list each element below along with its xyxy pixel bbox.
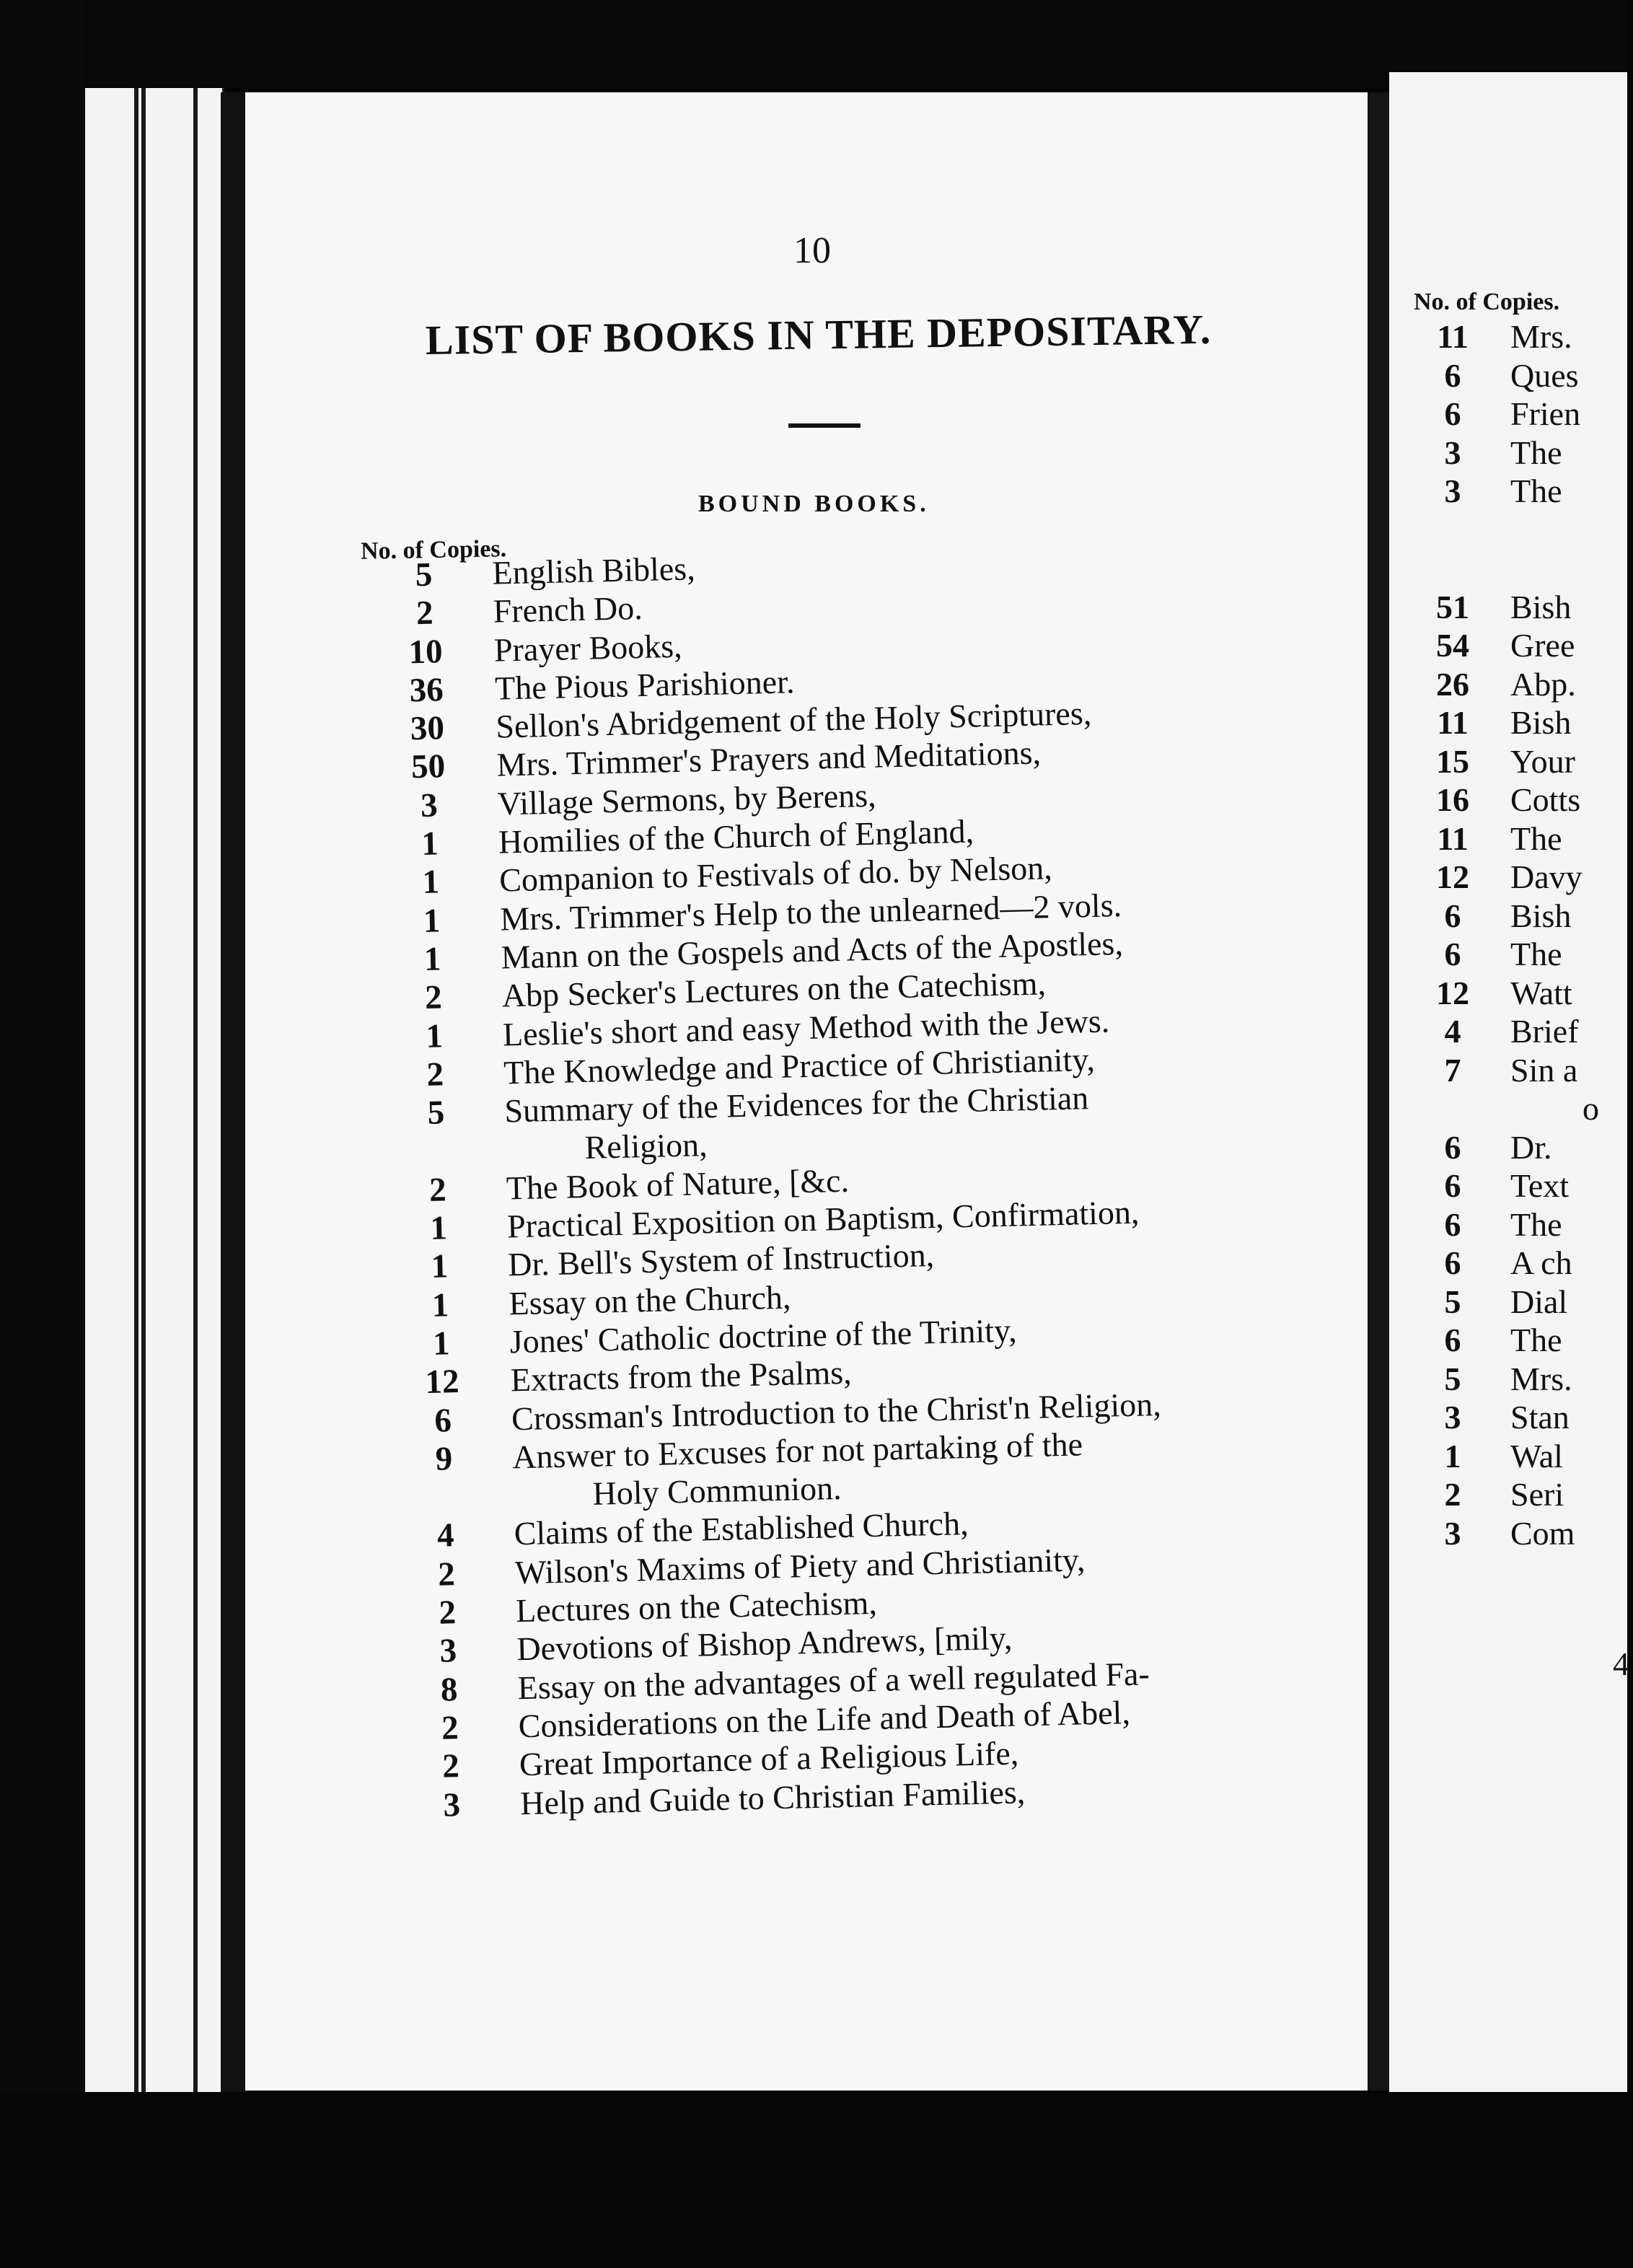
copies-count: 11 <box>1437 704 1469 741</box>
copies-count: 7 <box>1444 1051 1461 1089</box>
right-list-item <box>1395 665 1633 704</box>
book-title-fragment: Frien <box>1510 395 1581 432</box>
copies-count: 1 <box>429 1209 448 1247</box>
copies-count: 2 <box>441 1747 460 1785</box>
section-heading: BOUND BOOKS. <box>698 491 930 517</box>
book-title-fragment: The <box>1510 819 1562 857</box>
book-title-fragment: A ch <box>1510 1244 1572 1281</box>
right-list-item <box>1395 317 1633 356</box>
copies-count: 2 <box>415 594 434 633</box>
book-title: Essay on the Church, <box>508 1278 791 1322</box>
book-list <box>355 534 1394 1825</box>
book-title-fragment: Dial <box>1510 1283 1568 1320</box>
book-title: Sellon's Abridgement of the Holy Scriptures, <box>495 695 1092 745</box>
copies-count: 2 <box>438 1594 457 1632</box>
book-title-fragment: Watt <box>1510 974 1572 1011</box>
copies-count: 6 <box>1444 1205 1461 1243</box>
right-list-item <box>1395 1166 1633 1205</box>
book-title: Help and Guide to Christian Families, <box>519 1772 1026 1821</box>
copies-count: 12 <box>424 1363 460 1402</box>
book-title: Summary of the Evidences for the Christian <box>503 1079 1089 1130</box>
book-title: Mrs. Trimmer's Prayers and Meditations, <box>496 734 1042 784</box>
copies-count: 5 <box>427 1094 445 1133</box>
right-list-item <box>1395 974 1633 1013</box>
book-title-fragment: Ques <box>1510 356 1579 394</box>
right-list-item <box>1395 935 1633 974</box>
copies-count: 3 <box>1444 1399 1461 1436</box>
right-list-item <box>1395 434 1633 472</box>
book-title-fragment: Brief <box>1510 1013 1579 1050</box>
book-title: English Bibles, <box>491 550 696 592</box>
book-title: Extracts from the Psalms, <box>510 1353 853 1399</box>
copies-column-label: No. of Copies. <box>360 535 507 565</box>
right-copies-column-label: No. of Copies. <box>1414 289 1560 315</box>
copies-count: 8 <box>440 1670 458 1709</box>
copies-count: 11 <box>1437 819 1469 857</box>
book-title-fragment: Davy <box>1510 858 1583 895</box>
copies-count: 6 <box>1444 356 1461 394</box>
right-list-item <box>1395 1398 1633 1437</box>
book-title: Crossman's Introduction to the Christ'n Religion, <box>511 1385 1162 1437</box>
book-title-fragment: The <box>1510 472 1562 509</box>
right-list-item <box>1395 1437 1633 1476</box>
book-title: The Pious Parishioner. <box>494 663 795 707</box>
book-title: The Book of Nature, [&c. <box>506 1161 850 1207</box>
book-title: French Do. <box>493 589 643 630</box>
copies-count: 6 <box>1444 395 1461 432</box>
copies-count: 2 <box>1444 1476 1461 1513</box>
book-title: Practical Exposition on Baptism, Confirmation, <box>506 1193 1140 1245</box>
book-title: Homilies of the Church of England, <box>498 812 974 861</box>
copies-count: 5 <box>1444 1283 1461 1320</box>
copies-count: 12 <box>1436 858 1469 895</box>
book-title: Religion, <box>584 1126 708 1166</box>
copies-count: 3 <box>442 1785 461 1824</box>
copies-count: 1 <box>1444 1437 1461 1474</box>
book-title-fragment: Com <box>1510 1514 1575 1552</box>
copies-count: 6 <box>1444 936 1461 972</box>
book-title-fragment: Seri <box>1510 1476 1564 1513</box>
book-title-fragment: Bish <box>1510 588 1572 625</box>
book-title: Holy Communion. <box>591 1469 842 1512</box>
book-title: Wilson's Maxims of Piety and Christianity, <box>514 1541 1086 1591</box>
copies-count: 3 <box>439 1632 457 1671</box>
page-title: LIST OF BOOKS IN THE DEPOSITARY. <box>425 305 1212 364</box>
copies-count: 50 <box>410 747 446 786</box>
right-list-item <box>1395 472 1633 511</box>
right-list-item <box>1395 897 1633 936</box>
copies-count: 1 <box>425 1016 444 1055</box>
book-title-fragment: Gree <box>1510 627 1575 664</box>
book-title-fragment: Cotts <box>1510 781 1581 818</box>
copies-count: 4 <box>436 1516 455 1555</box>
right-list-item <box>1395 549 1633 588</box>
right-list-item <box>1395 588 1633 627</box>
copies-count: 6 <box>433 1401 452 1440</box>
book-title: Considerations on the Life and Death of Abel, <box>518 1693 1131 1745</box>
copies-count: 9 <box>435 1440 453 1478</box>
book-title: Claims of the Established Church, <box>514 1505 969 1552</box>
copies-count: 30 <box>410 709 445 748</box>
copies-count: 6 <box>1444 1322 1461 1358</box>
copies-count: 2 <box>426 1055 444 1094</box>
page-edge-stack <box>85 88 224 2194</box>
copies-count: 6 <box>1444 1244 1461 1281</box>
book-title-fragment: The <box>1510 434 1562 471</box>
copies-count: 3 <box>1444 434 1461 471</box>
book-title-fragment: Abp. <box>1510 665 1576 703</box>
right-list-item <box>1395 1051 1633 1090</box>
book-title: The Knowledge and Practice of Christianity, <box>503 1040 1096 1091</box>
copies-count: 1 <box>421 825 439 863</box>
copies-count: 1 <box>431 1247 449 1286</box>
right-list-item <box>1395 742 1633 781</box>
book-title: Leslie's short and easy Method with the Jews. <box>502 1002 1110 1053</box>
title-rule <box>788 423 860 428</box>
copies-count: 1 <box>423 902 441 940</box>
book-title: Dr. Bell's System of Instruction, <box>507 1236 935 1283</box>
copies-count: 6 <box>1444 897 1461 934</box>
copies-count: 15 <box>1436 742 1469 780</box>
copies-count: 6 <box>1444 1167 1461 1204</box>
book-title: Companion to Festivals of do. by Nelson, <box>498 849 1053 899</box>
right-list-item <box>1395 858 1633 897</box>
right-list-item <box>1395 1205 1633 1244</box>
book-title: Devotions of Bishop Andrews, [mily, <box>516 1619 1013 1668</box>
copies-count: 12 <box>1436 974 1469 1011</box>
scan-background-left <box>0 0 85 2268</box>
right-list-item <box>1395 781 1633 819</box>
copies-count: 1 <box>432 1324 451 1363</box>
book-title-fragment: Stan <box>1510 1399 1570 1436</box>
book-title-fragment: The <box>1510 1205 1562 1243</box>
right-list-item <box>1395 1514 1633 1553</box>
copies-count <box>1395 511 1510 550</box>
book-title-fragment: Bish <box>1510 704 1572 741</box>
book-title-fragment: The <box>1510 1322 1562 1358</box>
right-list-item <box>1395 511 1633 550</box>
book-title-fragment: The <box>1510 936 1562 972</box>
right-list-item <box>1395 1475 1633 1514</box>
right-list-item <box>1395 356 1633 395</box>
book-title: Mann on the Gospels and Acts of the Apostles, <box>501 924 1124 976</box>
right-page-trailing-mark: 4 <box>1613 1645 1629 1682</box>
scan-background-top <box>0 0 1627 87</box>
copies-count: 54 <box>1436 627 1469 664</box>
book-title-fragment: Dr. <box>1510 1128 1552 1166</box>
book-title-fragment: Text <box>1510 1167 1570 1204</box>
copies-count: 36 <box>409 671 444 710</box>
book-title: Mrs. Trimmer's Help to the unlearned—2 vols. <box>499 886 1122 938</box>
copies-count: 2 <box>441 1709 459 1747</box>
right-list-item <box>1395 1128 1633 1167</box>
copies-count: 10 <box>408 632 444 671</box>
copies-count: 1 <box>423 940 442 978</box>
copies-count: 16 <box>1436 781 1469 818</box>
book-title: Lectures on the Catechism, <box>515 1583 878 1630</box>
book-title: Great Importance of a Religious Life, <box>519 1734 1019 1783</box>
book-title: Prayer Books, <box>493 627 683 669</box>
book-title-fragment: Wal <box>1510 1437 1563 1474</box>
copies-count <box>1395 1089 1510 1128</box>
book-title-fragment: Your <box>1510 742 1575 780</box>
book-title-fragment: Mrs. <box>1510 318 1572 355</box>
book-title: Village Sermons, by Berens, <box>497 776 877 822</box>
book-title: Essay on the advantages of a well regulated Fa- <box>517 1655 1150 1706</box>
right-list-item <box>1395 1244 1633 1283</box>
page-number: 10 <box>793 230 831 271</box>
right-list-item <box>1395 1012 1633 1051</box>
right-book-list <box>1395 317 1633 1552</box>
right-list-item <box>1395 819 1633 858</box>
right-list-item <box>1395 395 1633 434</box>
copies-count: 1 <box>421 863 440 902</box>
copies-count: 26 <box>1436 665 1469 703</box>
copies-count: 2 <box>424 978 443 1017</box>
copies-count: 51 <box>1436 588 1469 625</box>
right-list-item <box>1395 1321 1633 1360</box>
right-list-item <box>1395 1283 1633 1322</box>
copies-count: 3 <box>1444 472 1461 509</box>
copies-count: 5 <box>1444 1360 1461 1397</box>
copies-count: 3 <box>1444 1514 1461 1552</box>
right-list-item <box>1395 1089 1633 1128</box>
copies-count: 11 <box>1437 318 1469 355</box>
book-title: Answer to Excuses for not partaking of the <box>511 1425 1083 1476</box>
copies-count: 3 <box>420 786 439 825</box>
book-title-fragment: Sin a <box>1510 1051 1578 1089</box>
book-title-fragment: o <box>1583 1090 1599 1127</box>
copies-count: 2 <box>437 1555 456 1594</box>
book-title-fragment: Mrs. <box>1510 1360 1572 1397</box>
copies-count <box>1395 549 1510 588</box>
book-title: Abp Secker's Lectures on the Catechism, <box>501 964 1047 1014</box>
right-list-item <box>1395 1360 1633 1399</box>
scan-background-bottom <box>0 2092 1627 2268</box>
book-title-fragment: Bish <box>1510 897 1572 934</box>
right-list-item <box>1395 703 1633 742</box>
book-title: Jones' Catholic doctrine of the Trinity, <box>509 1311 1018 1361</box>
copies-count: 2 <box>428 1171 447 1209</box>
copies-count: 6 <box>1444 1128 1461 1166</box>
right-list-item <box>1395 626 1633 665</box>
copies-count: 1 <box>431 1285 449 1324</box>
copies-count: 5 <box>415 555 433 594</box>
copies-count: 4 <box>1444 1013 1461 1050</box>
